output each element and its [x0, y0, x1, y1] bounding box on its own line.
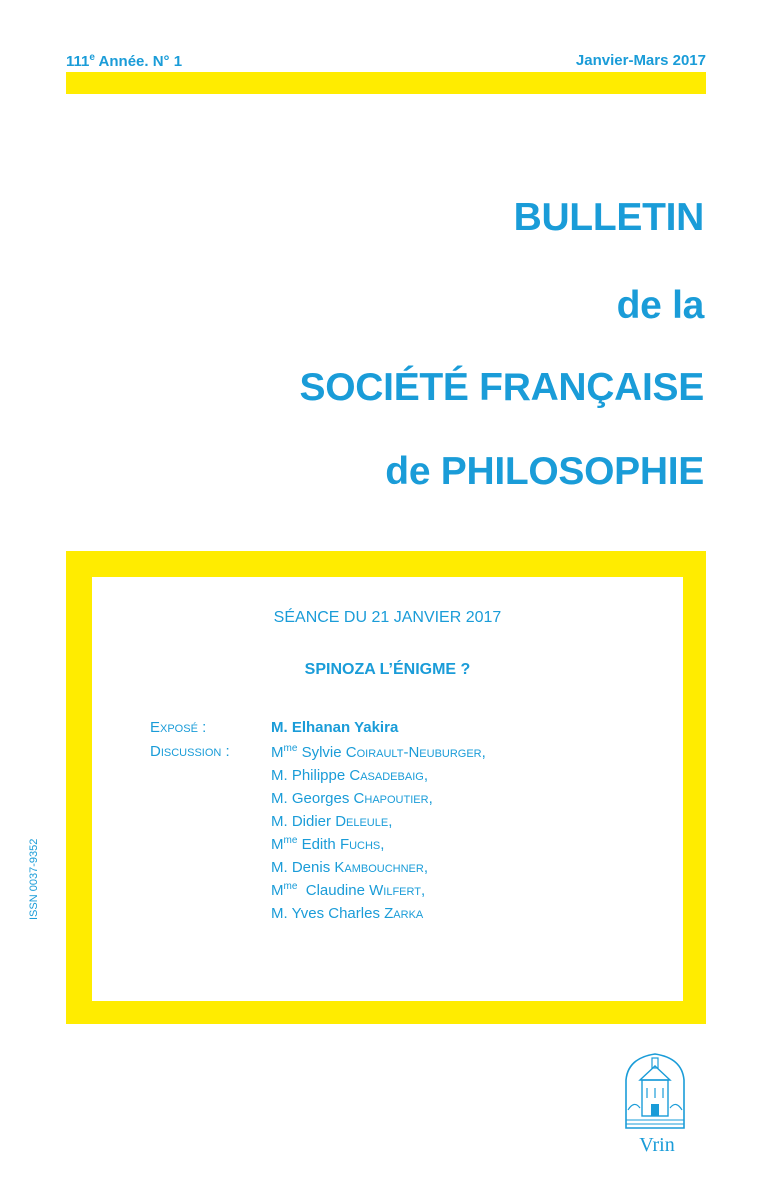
- session-frame: [66, 551, 706, 1024]
- session-content: [92, 577, 683, 1001]
- participant-last: Casadebaig: [349, 767, 424, 784]
- participant-end: ,: [481, 744, 486, 761]
- participant-end: ,: [423, 767, 428, 784]
- discussion-label: Discussion :: [150, 743, 230, 760]
- participant-first: Claudine: [297, 882, 370, 899]
- participant-title: M.: [271, 905, 288, 922]
- participant-last: Chapoutier: [353, 790, 429, 807]
- title-line-2: de la: [616, 284, 704, 327]
- participant: [271, 858, 428, 876]
- participant-end: ,: [380, 836, 385, 853]
- participant-last: Wilfert: [369, 882, 421, 899]
- issue-number: 111e Année. N° 1: [66, 52, 183, 70]
- title-line-3: SOCIÉTÉ FRANÇAISE: [299, 366, 704, 409]
- participant-first: Sylvie: [297, 744, 346, 761]
- participant-title: M: [271, 882, 284, 899]
- title-line-1: BULLETIN: [513, 196, 704, 239]
- participant-sup: me: [283, 743, 298, 754]
- participant: [271, 766, 428, 784]
- issue-date: Janvier-Mars 2017: [575, 52, 706, 69]
- participant-title: M: [271, 836, 284, 853]
- speaker: M. Elhanan Yakira: [271, 719, 399, 736]
- participant-last: Deleule: [335, 813, 389, 830]
- participant: [271, 835, 384, 853]
- participant-end: ,: [423, 859, 428, 876]
- participant: [271, 904, 423, 922]
- participant-title: M.: [271, 790, 288, 807]
- participant-end: ,: [420, 882, 426, 899]
- top-yellow-bar: [66, 72, 706, 94]
- participant-first: Yves Charles: [287, 905, 385, 922]
- participant-first: Didier: [287, 813, 336, 830]
- participant-last: Coirault-Neuburger: [345, 744, 482, 761]
- participant-last: Kambouchner: [334, 859, 424, 876]
- participant-last: Zarka: [384, 905, 424, 922]
- participant: [271, 812, 392, 830]
- participant-first: Edith: [297, 836, 340, 853]
- participant-first: Philippe: [287, 767, 350, 784]
- participant-last: Fuchs: [339, 836, 381, 853]
- session-theme: SPINOZA L’ÉNIGME ?: [304, 661, 471, 678]
- participant-sup: me: [283, 835, 298, 846]
- participant-end: ,: [428, 790, 433, 807]
- participant: [271, 743, 486, 761]
- participant: [271, 789, 433, 807]
- vrin-logo-icon: [620, 1050, 690, 1130]
- session-date: SÉANCE DU 21 JANVIER 2017: [273, 609, 502, 626]
- publisher-name: Vrin: [639, 1134, 675, 1156]
- participant: [271, 881, 425, 899]
- participant-first: Georges: [287, 790, 354, 807]
- participant-end: ,: [388, 813, 393, 830]
- participant-title: M.: [271, 767, 288, 784]
- participant-title: M.: [271, 859, 288, 876]
- participant-title: M.: [271, 813, 288, 830]
- title-line-4: de PHILOSOPHIE: [385, 450, 704, 493]
- participant-first: Denis: [287, 859, 335, 876]
- issn: ISSN 0037-9352: [28, 838, 40, 920]
- participant-title: M: [271, 744, 284, 761]
- expose-label: Exposé :: [150, 719, 207, 736]
- participant-sup: me: [283, 881, 298, 892]
